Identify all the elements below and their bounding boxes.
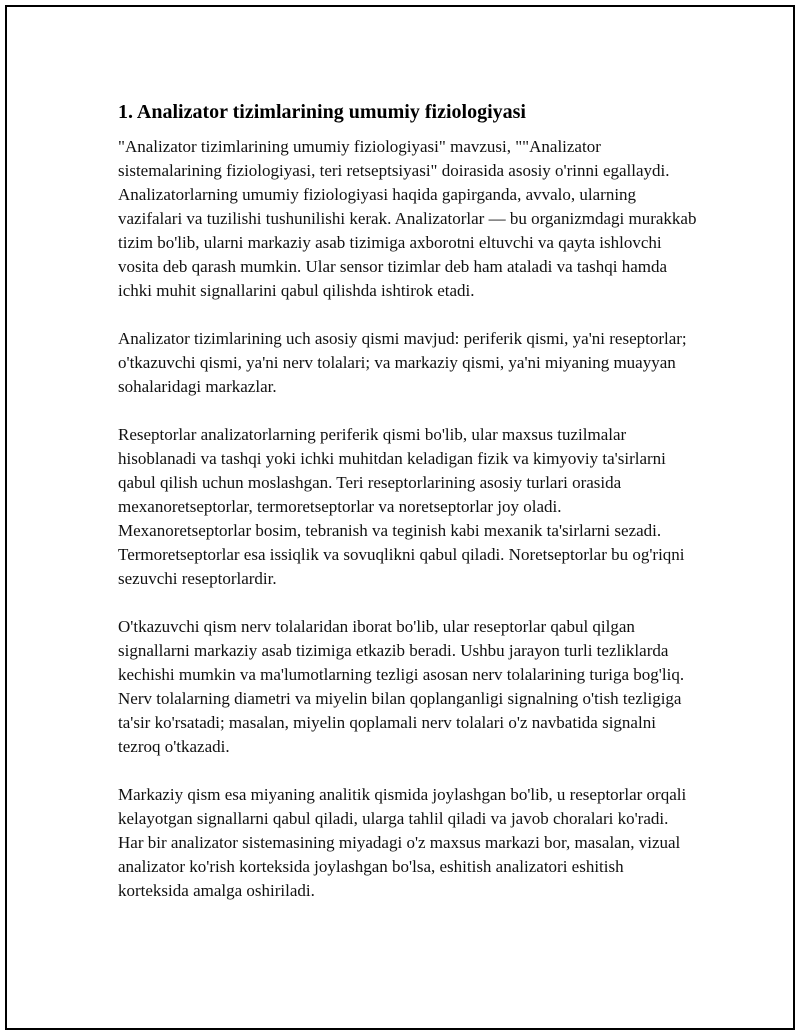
document-body	[118, 99, 698, 927]
paragraph-intro: "Analizator tizimlarining umumiy fiziologiyasi" mavzusi, ""Analizator sistemalarining fiziologiyasi, teri retseptsiyasi" doirasida asosiy o'rinni egallaydi. Analizatorlarning umumiy fiziologiyasi haqida gapirganda, avvalo, ularning vazifalari va tuzilishi tushunilishi kerak. Analizatorlar — bu organizmdagi murakkab tizim bo'lib, ularni markaziy asab tizimiga axborotni eltuvchi va qayta ishlovchi vosita deb qarash mumkin. Ular sensor tizimlar deb ham ataladi va tashqi hamda ichki muhit signallarini qabul qilishda ishtirok etadi.	[118, 137, 697, 300]
paragraph-conductive: O'tkazuvchi qism nerv tolalaridan iborat bo'lib, ular reseptorlar qabul qilgan signallarni markaziy asab tizimiga etkazib beradi. Ushbu jarayon turli tezliklarda kechishi mumkin va ma'lumotlarning tezligi asosan nerv tolalarining turiga bog'liq. Nerv tolalarning diametri va miyelin bilan qoplanganligi signalning o'tish tezligiga ta'sir ko'rsatadi; masalan, miyelin qoplamali nerv tolalari o'z navbatida signalni tezroq o'tkazadi.	[118, 617, 685, 756]
document-title: 1. Analizator tizimlarining umumiy fiziologiyasi	[118, 101, 526, 123]
page-frame	[5, 5, 795, 1030]
paragraph-central: Markaziy qism esa miyaning analitik qismida joylashgan bo'lib, u reseptorlar orqali kelayotgan signallarni qabul qiladi, ularga tahlil qiladi va javob choralari ko'radi. Har bir analizator sistemasining miyadagi o'z maxsus markazi bor, masalan, vizual analizator ko'rish korteksida joylashgan bo'lsa, eshitish analizatori eshitish korteksida amalga oshiriladi.	[118, 785, 687, 900]
paragraph-receptors: Reseptorlar analizatorlarning periferik qismi bo'lib, ular maxsus tuzilmalar hisoblanadi va tashqi yoki ichki muhitdan keladigan fizik va kimyoviy ta'sirlarni qabul qilish uchun moslashgan. Teri reseptorlarining asosiy turlari orasida mexanoretseptorlar, termoretseptorlar va noretseptorlar joy oladi. Mexanoretseptorlar bosim, tebranish va teginish kabi mexanik ta'sirlarni sezadi. Termoretseptorlar esa issiqlik va sovuqlikni qabul qiladi. Noretseptorlar bu og'riqni sezuvchi reseptorlardir.	[118, 425, 685, 588]
paragraph-parts: Analizator tizimlarining uch asosiy qismi mavjud: periferik qismi, ya'ni reseptorlar; o'tkazuvchi qismi, ya'ni nerv tolalari; va markaziy qismi, ya'ni miyaning muayyan sohalaridagi markazlar.	[118, 329, 687, 396]
